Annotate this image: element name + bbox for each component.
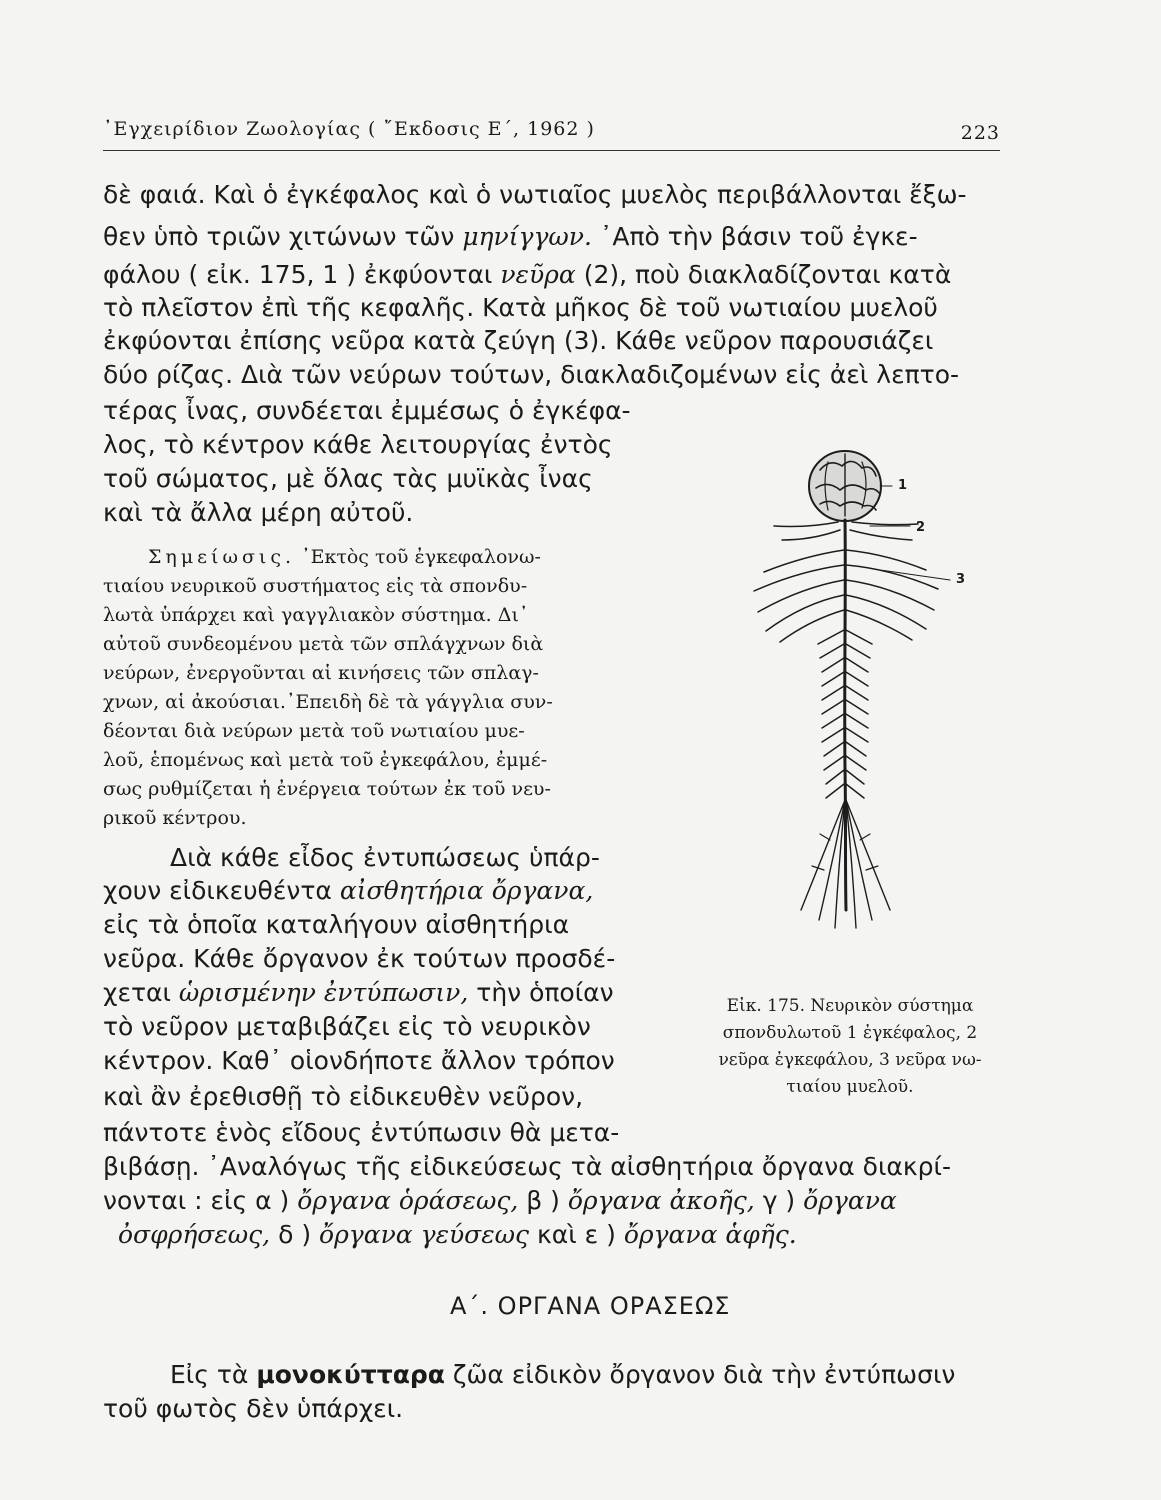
text-line: καὶ τὰ ἄλλα μέρη αὐτοῦ. — [103, 498, 414, 527]
text-span: ᾿Εκτὸς τοῦ ἐγκεφαλονω- — [301, 546, 541, 568]
italic-term: ὄργανα — [803, 1186, 897, 1215]
nervous-system-illustration — [720, 440, 990, 960]
text-line: εἰς τὰ ὁποῖα καταλήγουν αἰσθητήρια — [103, 910, 570, 939]
section-heading: Α΄. ΟΡΓΑΝΑ ΟΡΑΣΕΩΣ — [450, 1292, 731, 1320]
nervous-system-figure — [720, 440, 990, 960]
italic-term: ὄργανα ἁφῆς. — [623, 1220, 797, 1249]
text-span: γ ) — [762, 1186, 796, 1215]
text-line: τὸ νεῦρον μεταβιβάζει εἰς τὸ νευρικὸν — [103, 1012, 591, 1041]
figure-caption-line: τιαίου μυελοῦ. — [786, 1077, 914, 1097]
text-span: φάλου ( εἰκ. 175, 1 ) ἐκφύονται — [103, 260, 493, 289]
text-span: β ) — [526, 1186, 560, 1215]
text-line — [103, 876, 593, 906]
text-line: νεῦρα. Κάθε ὄργανον ἐκ τούτων προσδέ- — [103, 944, 616, 973]
figure-caption-line: Εἰκ. 175. Νευρικὸν σύστημα — [726, 996, 974, 1016]
italic-term: νεῦρα — [500, 260, 576, 289]
text-span: ζῶα εἰδικὸν ὄργανον διὰ τὴν ἐντύπωσιν — [452, 1360, 956, 1389]
text-line: καὶ ἂν ἐρεθισθῇ τὸ εἰδικευθὲν νεῦρον, — [103, 1082, 584, 1111]
italic-term: ὡρισμένην ἐντύπωσιν, — [178, 978, 469, 1007]
note-line: αὐτοῦ συνδεομένου μετὰ τῶν σπλάγχνων διὰ — [103, 633, 544, 655]
italic-term: ὄργανα ὁράσεως, — [297, 1186, 519, 1215]
figure-label: 1 — [898, 478, 908, 493]
text-line: πάντοτε ἑνὸς εἴδους ἐντύπωσιν θὰ μετα- — [103, 1118, 620, 1147]
figure-label: 3 — [956, 572, 966, 587]
text-line — [103, 978, 614, 1008]
text-line: λος, τὸ κέντρον κάθε λειτουργίας ἐντὸς — [103, 430, 613, 459]
text-line — [170, 1360, 955, 1390]
italic-term: μηνίγγων. — [462, 222, 592, 251]
note-line: τιαίου νευρικοῦ συστήματος εἰς τὰ σπονδυ- — [103, 575, 528, 597]
text-span: ᾿Απὸ τὴν βάσιν τοῦ ἐγκε- — [599, 222, 918, 251]
text-line: ἐκφύονται ἐπίσης νεῦρα κατὰ ζεύγη (3). Κάθε νεῦρον παρουσιάζει — [103, 326, 934, 355]
note-line: χνων, αἱ ἀκούσιαι.᾿Επειδὴ δὲ τὰ γάγγλια συν- — [103, 691, 553, 713]
text-span: χουν εἰδικευθέντα — [103, 876, 332, 905]
text-line — [103, 1186, 897, 1216]
note-line — [148, 546, 541, 568]
italic-term: αἰσθητήρια ὄργανα, — [339, 876, 594, 905]
note-line: σως ρυθμίζεται ἡ ἐνέργεια τούτων ἐκ τοῦ νευ- — [103, 778, 551, 800]
text-span: νονται : εἰς α ) — [103, 1186, 290, 1215]
page-number: 223 — [960, 122, 1000, 144]
bold-term: μονοκύτταρα — [256, 1360, 445, 1389]
figure-label: 2 — [916, 520, 926, 535]
figure-caption-line: σπονδυλωτοῦ 1 ἐγκέφαλος, 2 — [722, 1023, 978, 1043]
text-span: θεν ὑπὸ τριῶν χιτώνων τῶν — [103, 222, 455, 251]
text-line: κέντρον. Καθ᾿ οἱονδήποτε ἄλλον τρόπον — [103, 1046, 615, 1075]
note-line: ρικοῦ κέντρου. — [103, 807, 247, 829]
text-line: τὸ πλεῖστον ἐπὶ τῆς κεφαλῆς. Κατὰ μῆκος δὲ τοῦ νωτιαίου μυελοῦ — [103, 293, 938, 322]
text-span: καὶ ε ) — [537, 1220, 616, 1249]
text-line — [103, 222, 918, 252]
text-line — [103, 260, 951, 290]
text-line: Διὰ κάθε εἶδος ἐντυπώσεως ὑπάρ- — [170, 843, 600, 872]
text-span: τὴν ὁποίαν — [476, 978, 614, 1007]
text-span: Εἰς τὰ — [170, 1360, 249, 1389]
italic-term: ὀσφρήσεως, — [118, 1220, 271, 1249]
figure-caption-line: νεῦρα ἐγκεφάλου, 3 νεῦρα νω- — [718, 1050, 982, 1070]
header-title: ᾿Εγχειρίδιον Ζωολογίας ( ῎Εκδοσις Ε΄, 1962 ) — [103, 118, 595, 140]
note-line: λοῦ, ἑπομένως καὶ μετὰ τοῦ ἐγκεφάλου, ἐμμέ- — [103, 749, 548, 771]
note-line: δέονται διὰ νεύρων μετὰ τοῦ νωτιαίου μυε- — [103, 720, 525, 742]
italic-term: ὄργανα γεύσεως — [319, 1220, 530, 1249]
text-line: βιβάσῃ. ᾿Αναλόγως τῆς εἰδικεύσεως τὰ αἰσθητήρια ὄργανα διακρί- — [103, 1152, 951, 1181]
text-span: δ ) — [278, 1220, 312, 1249]
text-line: δὲ φαιά. Καὶ ὁ ἐγκέφαλος καὶ ὁ νωτιαῖος μυελὸς περιβάλλονται ἔξω- — [103, 180, 967, 209]
note-line: νεύρων, ἐνεργοῦνται αἱ κινήσεις τῶν σπλαγ- — [103, 662, 539, 684]
running-header — [103, 118, 1000, 151]
italic-term: ὄργανα ἀκοῆς, — [567, 1186, 755, 1215]
note-label: Σημείωσις. — [148, 546, 296, 568]
text-span: χεται — [103, 978, 171, 1007]
note-line: λωτὰ ὑπάρχει καὶ γαγγλιακὸν σύστημα. Δι᾿ — [103, 604, 529, 626]
text-span: (2), ποὺ διακλαδίζονται κατὰ — [583, 260, 952, 289]
text-line — [118, 1220, 797, 1250]
text-line: τοῦ φωτὸς δὲν ὑπάρχει. — [103, 1394, 404, 1423]
text-line: τέρας ἶνας, συνδέεται ἐμμέσως ὁ ἐγκέφα- — [103, 396, 631, 425]
text-line: τοῦ σώματος, μὲ ὅλας τὰς μυϊκὰς ἶνας — [103, 464, 593, 493]
text-line: δύο ρίζας. Διὰ τῶν νεύρων τούτων, διακλαδιζομένων εἰς ἀεὶ λεπτο- — [103, 360, 960, 389]
